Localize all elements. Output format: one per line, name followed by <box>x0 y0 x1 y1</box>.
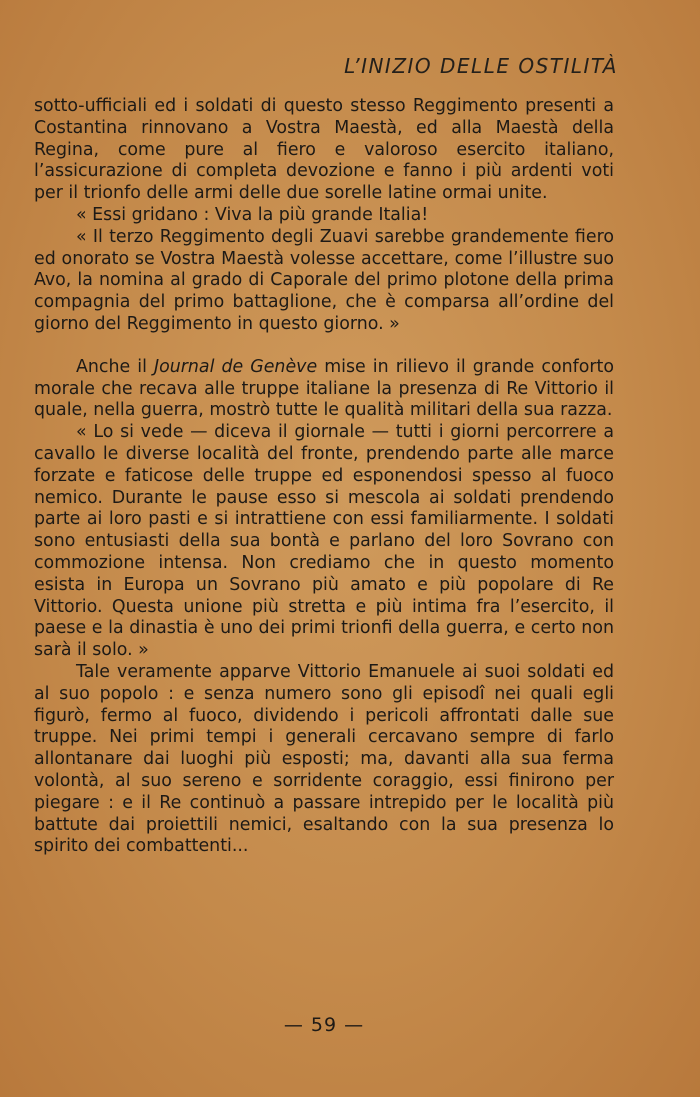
page-number: — 59 — <box>283 1014 365 1036</box>
journal-title: Journal de Genève <box>153 356 318 377</box>
running-head: L’INIZIO DELLE OSTILITÀ <box>344 54 618 78</box>
paragraph-quote-newspaper: « Lo si vede — diceva il giornale — tutti i giorni percorrere a cavallo le diverse località del fronte, prendendo parte alle marce forzate e faticose delle truppe ed esponendosi spesso al fuoco nemico. Durante le pause esso si mescola ai soldati prendendo parte ai loro pasti e si intrattiene con essi familiarmente. I soldati sono entusiasti della sua bontà e parlano del loro Sovrano con commozione intensa. Non crediamo che in questo momento esista in Europa un Sovrano più amato e più popolare di Re Vittorio. Questa unione più stretta e più intima fra l’esercito, il paese e la dinastia è uno dei primi trionfi della guerra, e certo non sarà il solo. » <box>34 422 614 661</box>
paragraph-journal <box>34 357 614 422</box>
book-page <box>34 0 618 1097</box>
paragraph-quote-cry: « Essi gridano : Viva la più grande Italia! <box>76 204 429 225</box>
paragraph-quote-regiment: « Il terzo Reggimento degli Zuavi sarebbe grandemente fiero ed onorato se Vostra Maestà volesse accettare, come l’illustre suo Avo, la nomina al grado di Caporale del primo plotone della prima compagnia del primo battaglione, che è comparsa all’ordine del giorno del Reggimento in questo giorno. » <box>34 226 614 334</box>
body-text <box>34 96 614 858</box>
paragraph-narrative: Tale veramente apparve Vittorio Emanuele ai suoi soldati ed al suo popolo : e senza numero sono gli episodî nei quali egli figurò, fermo al fuoco, dividendo i pericoli affrontati dalle sue truppe. Nei primi tempi i generali cercavano sempre di farlo allontanare dai luoghi più esposti; ma, davanti alla sua ferma volontà, al suo sereno e sorridente coraggio, essi finirono per piegare : e il Re continuò a passare intrepido per le località più battute dai proiettili nemici, esaltando con la sua presenza lo spirito dei combattenti... <box>34 661 614 857</box>
paragraph-continuation: sotto-ufficiali ed i soldati di questo stesso Reggimento presenti a Costantina rinnovano a Vostra Maestà, ed alla Maestà della Regina, come pure al fiero e valoroso esercito italiano, l’assicurazione di completa devozione e fanno i più ardenti voti per il trionfo delle armi delle due sorelle latine ormai unite. <box>34 96 614 204</box>
journal-text-after: mise in rilievo il grande conforto morale che recava alle truppe italiane la presenza di Re Vittorio il quale, nella guerra, mostrò tutte le qualità militari della sua razza. <box>34 356 614 421</box>
journal-text-before: Anche il <box>76 356 154 377</box>
